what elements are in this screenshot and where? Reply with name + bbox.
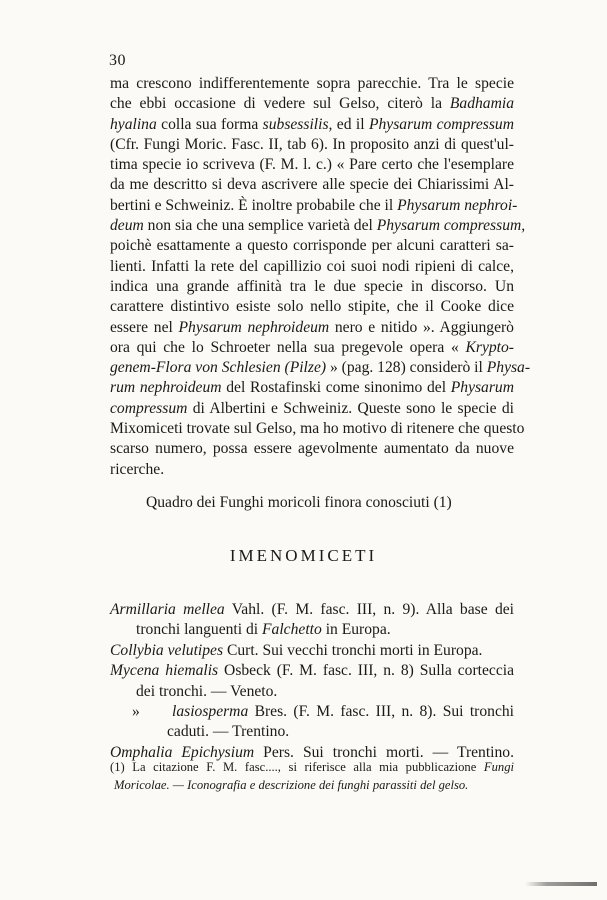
- italic-text: Moricolae. — Iconografia e descrizione dei funghi parassiti del gelso.: [114, 778, 469, 792]
- italic-text: Mycena hiemalis: [110, 662, 219, 680]
- text-run: bertini e Schweiniz. È inoltre probabile che il: [110, 196, 398, 214]
- species-list: [110, 600, 514, 763]
- italic-text: Physarum: [450, 379, 514, 397]
- italic-text: compressum: [110, 399, 188, 417]
- text-run: che ebbi occasione di vedere sul Gelso, citerò la: [110, 95, 450, 113]
- text-line: [110, 175, 514, 195]
- text-run: Bres. (F. M. fasc. III, n. 8). Sui tronchi: [248, 703, 514, 721]
- text-line: [110, 358, 531, 378]
- text-run: scarso numero, possa essere agevolmente aumentato da nuove: [110, 440, 514, 458]
- text-run: colla sua forma: [156, 115, 263, 133]
- italic-text: Physarum nephroi-: [397, 196, 518, 214]
- italic-text: deum: [110, 217, 144, 235]
- text-line: [110, 155, 514, 175]
- text-line: [110, 236, 514, 256]
- text-run: indica una grande affinità tra le due specie in discorso. Un: [110, 277, 514, 295]
- italic-text: Physarum compressum,: [376, 217, 526, 235]
- species-entry: [110, 702, 514, 722]
- italic-text: Armillaria mellea: [110, 601, 225, 618]
- italic-text: Collybia velutipes: [110, 641, 224, 659]
- italic-text: Omphalia Epichysium: [110, 743, 255, 761]
- italic-text: Krypto-: [465, 338, 514, 356]
- text-line: [110, 419, 525, 439]
- text-run: » (pag. 128) considerò il: [326, 359, 487, 377]
- text-run: di Albertini e Schweiniz. Queste sono le specie di: [187, 399, 514, 417]
- text-run: poichè esattamente a questo corrisponde per alcuni caratteri sa-: [110, 237, 514, 255]
- text-run: Pers. Sui tronchi morti. — Trentino.: [254, 743, 515, 761]
- scan-artifact: [525, 882, 597, 886]
- text-line: [110, 94, 514, 114]
- italic-text: Fungi: [483, 760, 514, 774]
- text-line: [110, 460, 514, 480]
- text-run: ma crescono indifferentemente sopra parecchie. Tra le specie: [110, 75, 514, 92]
- text-run: (Cfr. Fungi Moric. Fasc. II, tab 6). In proposito anzi di quest'ul-: [110, 135, 514, 153]
- text-run: da me descritto si deva ascrivere alle specie dei Chiarissimi Al-: [110, 176, 514, 194]
- text-line: [110, 439, 514, 459]
- text-run: Vahl. (F. M. fasc. III, n. 9). Alla base dei: [224, 601, 514, 618]
- italic-text: Badhamia: [449, 95, 514, 113]
- ditto-mark: »: [132, 703, 140, 721]
- text-line: [110, 74, 514, 94]
- table-title: Quadro dei Funghi moricoli finora conosciuti (1): [146, 494, 452, 511]
- text-line: [110, 297, 514, 317]
- text-run: lienti. Infatti la rete del capillizio coi suoi nodi ripieni di calce,: [110, 257, 514, 275]
- text-run: ed il: [332, 115, 369, 133]
- text-run: tima specie io scriveva (F. M. l. c.) « Pare certo che l'esemplare: [110, 156, 514, 174]
- text-line: [110, 338, 514, 358]
- footnote: [110, 758, 514, 794]
- species-entry: [110, 682, 514, 702]
- footnote-line: [110, 776, 514, 794]
- footnote-line: [110, 758, 514, 776]
- text-run: Osbeck (F. M. fasc. III, n. 8) Sulla corteccia: [218, 662, 514, 680]
- italic-text: lasiosperma: [172, 703, 249, 721]
- species-entry: [110, 722, 514, 742]
- text-run: ora qui che lo Schroeter nella sua pregevole opera «: [110, 338, 466, 356]
- italic-text: Physarum nephroideum: [178, 318, 330, 336]
- text-run: del Rostafinski come sinonimo del: [221, 379, 451, 397]
- text-line: [110, 318, 514, 338]
- text-run: Mixomiceti trovate sul Gelso, ma ho motivo di ritenere che questo: [110, 420, 525, 438]
- text-run: tronchi languenti di: [136, 621, 263, 639]
- text-run: dei tronchi. — Veneto.: [136, 682, 278, 700]
- italic-text: subsessilis,: [262, 115, 333, 133]
- text-line: [110, 399, 514, 419]
- text-line: [110, 196, 518, 216]
- section-heading: IMENOMICETI: [229, 546, 378, 565]
- italic-text: genem-Flora von Schlesien (Pilze): [110, 359, 327, 377]
- italic-text: Physa-: [486, 359, 531, 377]
- text-run: (1) La citazione F. M. fasc...., si riferisce alla mia pubblicazione: [110, 760, 484, 774]
- text-run: ricerche.: [110, 460, 165, 478]
- text-line: [110, 277, 514, 297]
- italic-text: rum nephroideum: [110, 379, 222, 397]
- text-run: in Europa.: [321, 621, 391, 639]
- italic-text: Falchetto: [262, 621, 322, 639]
- text-line: [110, 216, 526, 236]
- text-run: Curt. Sui vecchi tronchi morti in Europa.: [223, 641, 483, 659]
- text-line: [110, 257, 514, 277]
- body-paragraph: [110, 74, 531, 480]
- italic-text: hyalina: [110, 115, 157, 133]
- species-entry: [110, 620, 514, 640]
- species-entry: [110, 600, 514, 620]
- text-line: [110, 378, 514, 398]
- text-run: essere nel: [110, 318, 179, 336]
- page-number: 30: [109, 52, 126, 69]
- species-entry: [110, 661, 514, 681]
- text-run: non sia che una semplice varietà del: [143, 217, 377, 235]
- text-run: nero e nitido ». Aggiungerò: [329, 318, 514, 336]
- text-run: carattere distintivo esiste solo nello stipite, che il Cooke dice: [110, 298, 514, 316]
- text-line: [110, 135, 514, 155]
- text-run: caduti. — Trentino.: [167, 723, 290, 741]
- text-line: [110, 115, 514, 135]
- species-entry: [110, 641, 514, 661]
- italic-text: Physarum compressum: [368, 115, 514, 133]
